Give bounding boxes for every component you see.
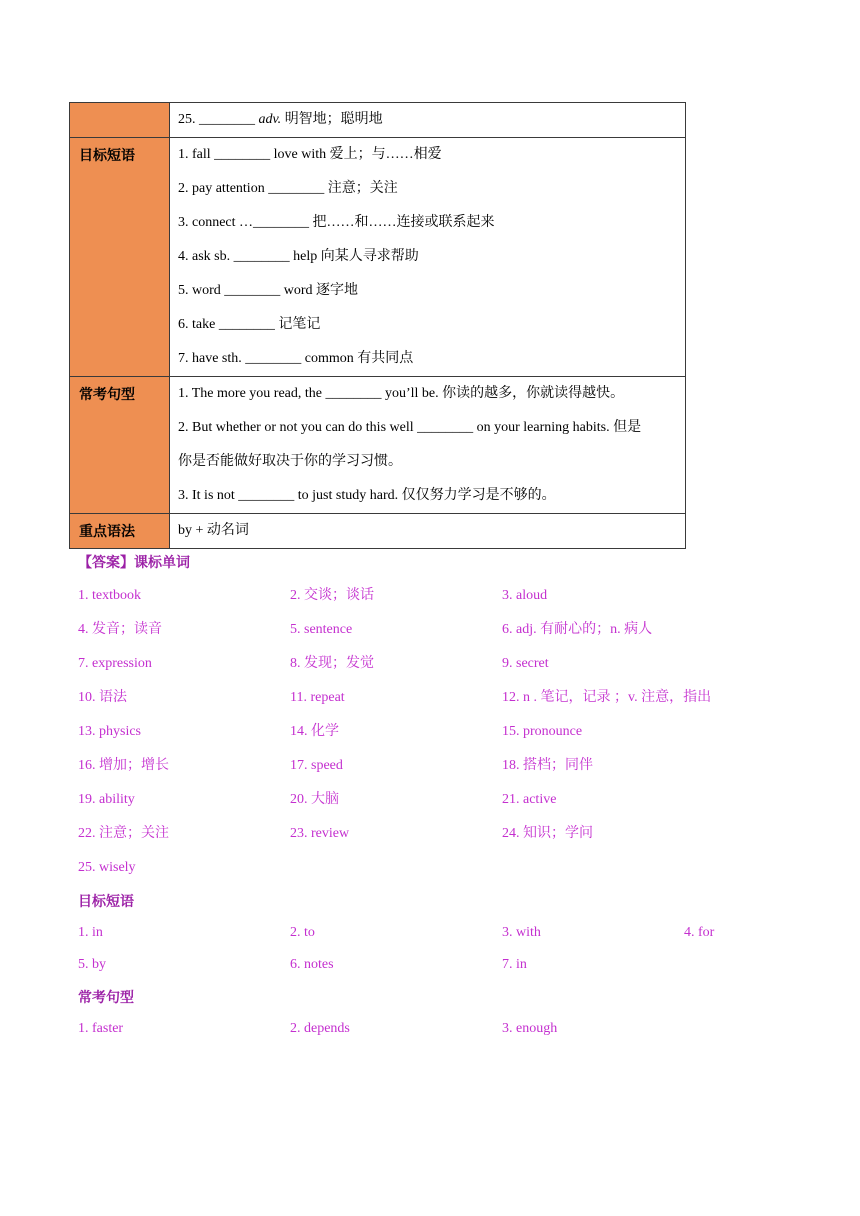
- table-line: 2. pay attention ________ 注意；关注: [178, 181, 398, 196]
- answer-row: [78, 681, 818, 715]
- table-line: 5. word ________ word 逐字地: [178, 283, 359, 298]
- answer-row: [78, 851, 818, 885]
- answer-item: 7. expression: [78, 656, 152, 671]
- answer-item: 6. notes: [290, 957, 334, 972]
- answer-row: [78, 1013, 818, 1045]
- answer-item: 20. 大脑: [290, 792, 339, 807]
- answer-row: [78, 817, 818, 851]
- answer-item: 11. repeat: [290, 690, 345, 705]
- row-content: [170, 103, 686, 138]
- answer-item: 24. 知识；学问: [502, 826, 593, 841]
- table-row: [70, 103, 686, 138]
- answer-row: [78, 647, 818, 681]
- answer-row: [78, 949, 818, 981]
- answer-item: 4. 发音；读音: [78, 622, 162, 637]
- answer-row: [78, 613, 818, 647]
- answer-item: 1. textbook: [78, 588, 141, 603]
- answer-row: [78, 917, 818, 949]
- table-line: 你是否能做好取决于你的学习习惯。: [178, 454, 402, 469]
- answer-item: 23. review: [290, 826, 350, 841]
- pos-abbrev: adv.: [258, 112, 282, 127]
- answer-item: 3. with: [502, 925, 541, 940]
- phrase-heading: 目标短语: [78, 893, 134, 909]
- row-label-text: 常考句型: [79, 386, 135, 402]
- answer-item: 16. 增加；增长: [78, 758, 169, 773]
- row-label: [70, 377, 170, 514]
- answer-item: 25. wisely: [78, 860, 136, 875]
- answer-item: 21. active: [502, 792, 557, 807]
- answer-row: [78, 749, 818, 783]
- answer-item: 4. for: [684, 925, 715, 940]
- table-line: 7. have sth. ________ common 有共同点: [178, 351, 414, 366]
- row-label-text: 重点语法: [79, 523, 135, 539]
- vocab-answer-list: [78, 579, 818, 885]
- sentence-answer-list: [78, 1013, 818, 1045]
- answer-item: 1. in: [78, 925, 103, 940]
- study-table: [69, 102, 686, 549]
- row-label: [70, 103, 170, 138]
- table-line: 6. take ________ 记笔记: [178, 317, 321, 332]
- answer-item: 7. in: [502, 957, 527, 972]
- answer-item: 18. 搭档；同伴: [502, 758, 593, 773]
- answer-item: 3. aloud: [502, 588, 548, 603]
- table-line: 3. It is not ________ to just study hard. 仅仅努力学习是不够的。: [178, 488, 556, 503]
- answer-item: 6. adj. 有耐心的；n. 病人: [502, 622, 653, 637]
- row-label: [70, 138, 170, 377]
- answer-row: [78, 783, 818, 817]
- answer-item: 19. ability: [78, 792, 135, 807]
- table-line: 25. ________ adv. 明智地；聪明地: [178, 112, 383, 127]
- table-row: [70, 514, 686, 549]
- answer-row: [78, 715, 818, 749]
- table-line: by + 动名词: [178, 523, 249, 538]
- table-line: 3. connect …________ 把……和……连接或联系起来: [178, 215, 495, 230]
- phrase-answer-list: [78, 917, 818, 981]
- row-label-text: 目标短语: [79, 147, 135, 163]
- answer-section: [78, 545, 818, 1045]
- answer-item: 12. n . 笔记，记录 ；v. 注意，指出: [502, 690, 712, 705]
- answer-item: 5. by: [78, 957, 106, 972]
- answer-item: 10. 语法: [78, 690, 127, 705]
- answer-item: 1. faster: [78, 1021, 124, 1036]
- answer-item: 2. depends: [290, 1021, 350, 1036]
- answer-item: 13. physics: [78, 724, 141, 739]
- table-line: 2. But whether or not you can do this well ________ on your learning habits. 但是: [178, 420, 642, 435]
- answer-item: 3. enough: [502, 1021, 558, 1036]
- row-label: [70, 514, 170, 549]
- table-row: [70, 138, 686, 377]
- answer-item: 22. 注意；关注: [78, 826, 169, 841]
- answer-item: 17. speed: [290, 758, 343, 773]
- answer-item: 5. sentence: [290, 622, 353, 637]
- answer-item: 15. pronounce: [502, 724, 583, 739]
- sentence-heading: 常考句型: [78, 989, 134, 1005]
- row-content: [170, 138, 686, 377]
- answer-item: 9. secret: [502, 656, 549, 671]
- table-line: 4. ask sb. ________ help 向某人寻求帮助: [178, 249, 419, 264]
- table-line: 1. fall ________ love with 爱上；与……相爱: [178, 147, 442, 162]
- answer-item: 8. 发现；发觉: [290, 656, 374, 671]
- answer-item: 14. 化学: [290, 724, 339, 739]
- table-line: 1. The more you read, the ________ you’ll be. 你读的越多，你就读得越快。: [178, 386, 625, 401]
- row-content: [170, 514, 686, 549]
- answer-row: [78, 579, 818, 613]
- answer-item: 2. to: [290, 925, 315, 940]
- row-content: [170, 377, 686, 514]
- answer-heading: 【答案】课标单词: [78, 554, 190, 570]
- answer-item: 2. 交谈；谈话: [290, 588, 374, 603]
- table-row: [70, 377, 686, 514]
